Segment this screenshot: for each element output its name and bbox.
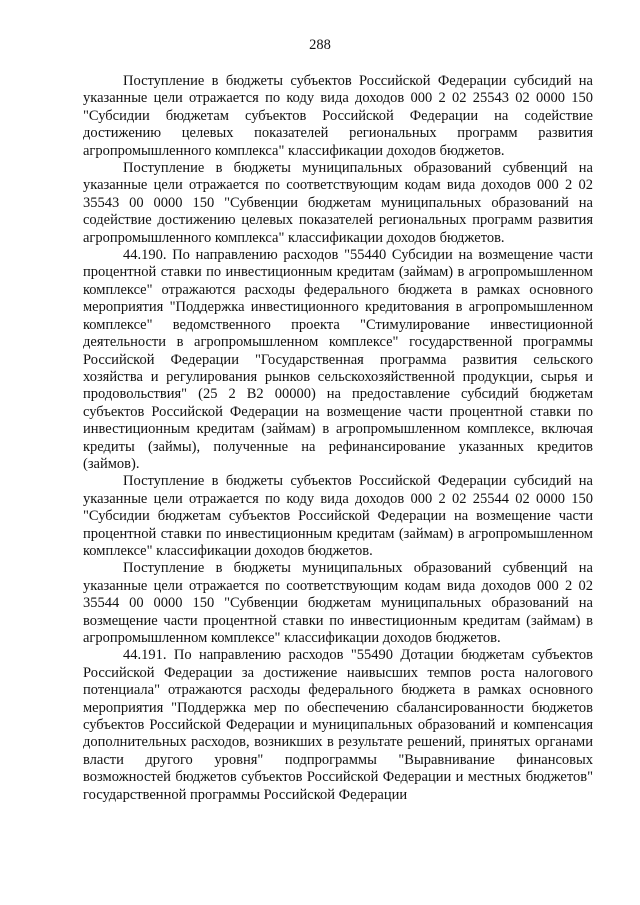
page-number: 288 xyxy=(309,37,331,53)
paragraph-subsidies-income-25544: Поступление в бюджеты субъектов Российской Федерации субсидий на указанные цели отражается по коду вида доходов 000 2 02 25544 02 0000 150 "Субсидии бюджетам субъектов Российской Федерации на возмещение части процентной ставки по инвестиционным кредитам (займам) в агропромышленном комплексе" классификации доходов бюджетов. xyxy=(83,473,593,559)
paragraph-subventions-income-35544: Поступление в бюджеты муниципальных образований субвенций на указанные цели отражается по соответствующим кодам вида доходов 000 2 02 35544 00 0000 150 "Субвенции бюджетам муниципальных образований на возмещение части процентной ставки по инвестиционным кредитам (займам) в агропромышленном комплексе" классификации доходов бюджетов. xyxy=(83,560,593,646)
paragraph-44-190: 44.190. По направлению расходов "55440 Субсидии на возмещение части процентной ставки по инвестиционным кредитам (займам) в агропромышленном комплексе" отражаются расходы федерального бюджета в рамках основного мероприятия "Поддержка инвестиционного кредитования в агропромышленном комплексе" ведомственного проекта "Стимулирование инвестиционной деятельности в агропромышленном комплексе" государственной программы Российской Федерации "Государственная программа развития сельского хозяйства и регулирования рынков сельскохозяйственной продукции, сырья и продовольствия" (25 2 В2 00000) на предоставление субсидий бюджетам субъектов Российской Федерации на возмещение части процентной ставки по инвестиционным кредитам (займам) в агропромышленном комплексе, включая кредиты (займы), полученные на рефинансирование указанных кредитов (займов). xyxy=(83,247,593,472)
paragraph-44-191: 44.191. По направлению расходов "55490 Дотации бюджетам субъектов Российской Федерации за достижение наивысших темпов роста налогового потенциала" отражаются расходы федерального бюджета в рамках основного мероприятия "Поддержка мер по обеспечению сбалансированности бюджетов субъектов Российской Федерации и муниципальных образований и компенсация дополнительных расходов, возникших в результате решений, принятых органами власти другого уровня" подпрограммы "Выравнивание финансовых возможностей бюджетов субъектов Российской Федерации и местных бюджетов" государственной программы Российской Федерации xyxy=(83,647,593,803)
document-body xyxy=(83,73,593,804)
paragraph-subventions-income-35543: Поступление в бюджеты муниципальных образований субвенций на указанные цели отражается по соответствующим кодам вида доходов 000 2 02 35543 00 0000 150 "Субвенции бюджетам муниципальных образований на содействие достижению целевых показателей региональных программ развития агропромышленного комплекса" классификации доходов бюджетов. xyxy=(83,160,593,246)
paragraph-subsidies-income-25543: Поступление в бюджеты субъектов Российской Федерации субсидий на указанные цели отражается по коду вида доходов 000 2 02 25543 02 0000 150 "Субсидии бюджетам субъектов Российской Федерации на содействие достижению целевых показателей региональных программ развития агропромышленного комплекса" классификации доходов бюджетов. xyxy=(83,73,593,159)
